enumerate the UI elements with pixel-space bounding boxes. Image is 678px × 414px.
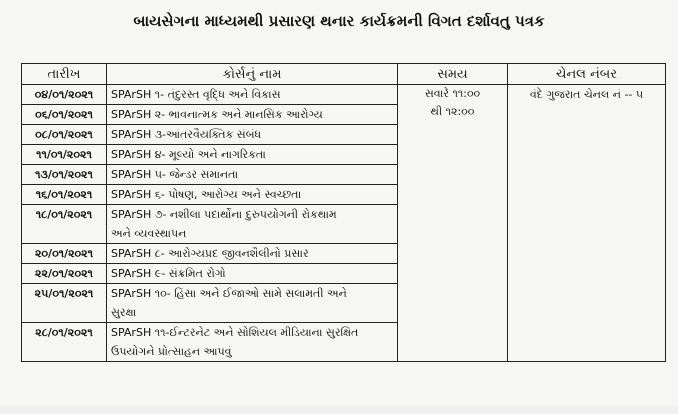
row-course bbox=[107, 264, 398, 284]
course-line: SPArSH ૭- નશીલા પદાર્થોના દુરુપયોગની રોકથામ bbox=[111, 208, 337, 221]
course-line: SPArSH ૯- સંક્રમિત રોગો bbox=[111, 267, 226, 280]
row-date: ૦૪/૦૧/૨૦૨૧ bbox=[22, 85, 107, 105]
row-course bbox=[107, 145, 398, 165]
row-course bbox=[107, 284, 398, 323]
page-bottom-edge bbox=[0, 406, 678, 414]
row-course bbox=[107, 244, 398, 264]
row-course bbox=[107, 185, 398, 205]
schedule-table bbox=[21, 63, 666, 362]
row-course bbox=[107, 125, 398, 145]
channel-number: વંદે ગુજરાત ચેનલ નં -- ૫ bbox=[508, 85, 666, 362]
row-course bbox=[107, 323, 398, 362]
time-line-end: થી ૧૨:૦૦ bbox=[430, 105, 475, 118]
course-line: SPArSH ૪- મૂલ્યો અને નાગરિકતા bbox=[111, 148, 266, 161]
row-date: ૦૬/૦૧/૨૦૨૧ bbox=[22, 105, 107, 125]
row-date: ૧૮/૦૧/૨૦૨૧ bbox=[22, 205, 107, 244]
row-date: ૨૨/૦૧/૨૦૨૧ bbox=[22, 264, 107, 284]
row-date: ૧૬/૦૧/૨૦૨૧ bbox=[22, 185, 107, 205]
course-line: SPArSH ૫- જેન્ડર સમાનતા bbox=[111, 168, 239, 181]
row-date: ૧૩/૦૧/૨૦૨૧ bbox=[22, 165, 107, 185]
row-date: ૧૧/૦૧/૨૦૨૧ bbox=[22, 145, 107, 165]
row-date: ૦૮/૦૧/૨૦૨૧ bbox=[22, 125, 107, 145]
table-row bbox=[22, 85, 666, 105]
course-line: SPArSH ૮- આરોગ્યપ્રદ જીવનશૈલીનો પ્રસાર bbox=[111, 247, 309, 260]
course-line: સુરક્ષા bbox=[111, 306, 137, 319]
course-line: SPArSH ૧૧-ઈન્ટરનેટ અને સોશિયલ મીડિયાના સુરક્ષિત bbox=[111, 326, 359, 339]
row-course bbox=[107, 165, 398, 185]
row-date: ૨૫/૦૧/૨૦૨૧ bbox=[22, 284, 107, 323]
row-date: ૨૮/૦૧/૨૦૨૧ bbox=[22, 323, 107, 362]
course-line: SPArSH ૨- ભાવનાત્મક અને માનસિક આરોગ્ય bbox=[111, 108, 323, 121]
course-line: SPArSH ૧- તંદુરસ્ત વૃદ્ધિ અને વિકાસ bbox=[111, 88, 281, 101]
course-line: SPArSH ૧૦- હિંસા અને ઈજાઓ સામે સલામતી અને bbox=[111, 287, 347, 300]
row-course bbox=[107, 105, 398, 125]
column-header-date: તારીખ bbox=[22, 64, 107, 85]
time-line-start: સવારે ૧૧:૦૦ bbox=[424, 87, 481, 100]
page-title: બાયસેગના માધ્યમથી પ્રસારણ થનાર કાર્યક્રમની વિગત દર્શાવતુ પત્રક bbox=[133, 12, 545, 30]
row-date: ૨૦/૦૧/૨૦૨૧ bbox=[22, 244, 107, 264]
row-course bbox=[107, 85, 398, 105]
column-header-channel: ચેનલ નંબર bbox=[508, 64, 666, 85]
course-line: SPArSH ૬- પોષણ, આરોગ્ય અને સ્વચ્છતા bbox=[111, 188, 302, 201]
table-header-row bbox=[22, 64, 666, 85]
course-line: SPArSH ૩-આંતરવૈયક્તિક સંબંધ bbox=[111, 128, 262, 141]
broadcast-time bbox=[398, 85, 508, 362]
row-course bbox=[107, 205, 398, 244]
column-header-time: સમય bbox=[398, 64, 508, 85]
course-line: ઉપયોગને પ્રોત્સાહન આપવું bbox=[111, 345, 232, 358]
course-line: અને વ્યવસ્થાપન bbox=[111, 227, 187, 240]
column-header-course: કોર્સનું નામ bbox=[107, 64, 398, 85]
